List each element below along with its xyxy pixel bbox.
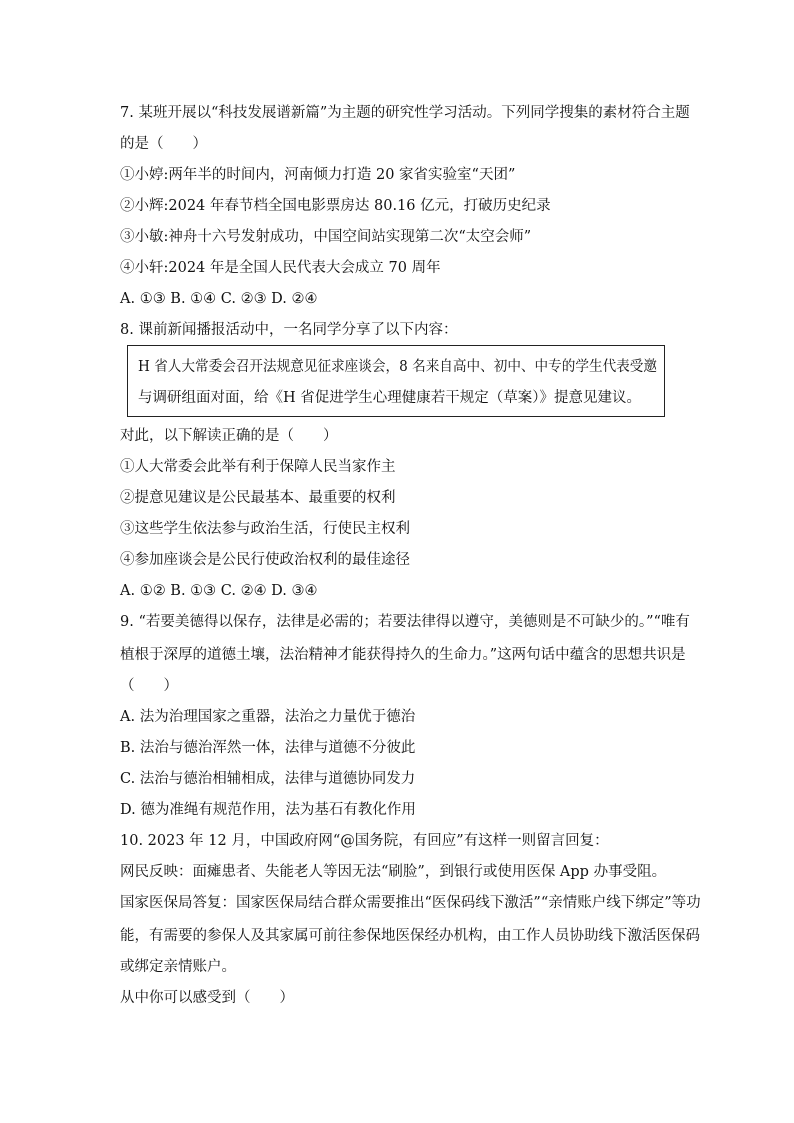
q8-box-line1: H 省人大常委会召开法规意见征求座谈会，8 名来自高中、初中、中专的学生代表受邀 [138,359,657,375]
q7-stem-line2: 的是（ ） [120,136,207,152]
q7-item-1: ①小婷:两年半的时间内，河南倾力打造 20 家省实验室“天团” [120,167,516,183]
q8-options: A. ①② B. ①③ C. ②④ D. ③④ [120,583,318,599]
q8-item-4: ④参加座谈会是公民行使政治权利的最佳途径 [120,552,410,568]
q9-option-c: C. 法治与德治相辅相成，法律与道德协同发力 [120,771,416,787]
q10-reply-line1: 国家医保局答复：国家医保局结合群众需要推出“医保码线下激活”“亲情账户线下绑定”等功 [120,895,701,911]
q10-reply-line3: 或绑定亲情账户。 [120,959,236,975]
q8-question: 对此，以下解读正确的是（ ） [120,428,338,444]
q10-reply-line2: 能，有需要的参保人及其家属可前往参保地医保经办机构，由工作人员协助线下激活医保码 [120,928,700,944]
q7-item-2: ②小辉:2024 年春节档全国电影票房达 80.16 亿元，打破历史纪录 [120,198,551,214]
q9-stem-line2: 植根于深厚的道德土壤，法治精神才能获得持久的生命力。”这两句话中蕴含的思想共识是 [120,647,686,663]
q7-stem-line1: 7. 某班开展以“科技发展谱新篇”为主题的研究性学习活动。下列同学搜集的素材符合主题 [120,105,690,121]
q7-item-3: ③小敏:神舟十六号发射成功，中国空间站实现第二次“太空会师” [120,229,532,245]
q8-stem: 8. 课前新闻播报活动中，一名同学分享了以下内容： [120,322,458,338]
q8-item-2: ②提意见建议是公民最基本、最重要的权利 [120,490,396,506]
q10-netizen: 网民反映：面瘫患者、失能老人等因无法“刷脸”，到银行或使用医保 App 办事受阻。 [120,864,667,880]
q8-item-1: ①人大常委会此举有利于保障人民当家作主 [120,459,396,475]
q10-question: 从中你可以感受到（ ） [120,990,294,1006]
q7-options: A. ①③ B. ①④ C. ②③ D. ②④ [120,291,318,307]
q9-stem-line1: 9. “若要美德得以保存，法律是必需的；若要法律得以遵守，美德则是不可缺少的。”“唯有 [120,614,690,630]
q10-stem: 10. 2023 年 12 月，中国政府网“@国务院，有回应”有这样一则留言回复： [120,833,609,849]
q9-stem-line3: （ ） [120,678,178,694]
q8-news-box [127,345,665,417]
q9-option-a: A. 法为治理国家之重器，法治之力量优于德治 [120,709,416,725]
q7-item-4: ④小轩:2024 年是全国人民代表大会成立 70 周年 [120,260,441,276]
q9-option-b: B. 法治与德治浑然一体，法律与道德不分彼此 [120,740,416,756]
q8-box-line2: 与调研组面对面，给《H 省促进学生心理健康若干规定（草案）》提意见建议。 [138,390,642,406]
q9-option-d: D. 德为准绳有规范作用，法为基石有教化作用 [120,802,416,818]
q8-item-3: ③这些学生依法参与政治生活，行使民主权利 [120,521,410,537]
